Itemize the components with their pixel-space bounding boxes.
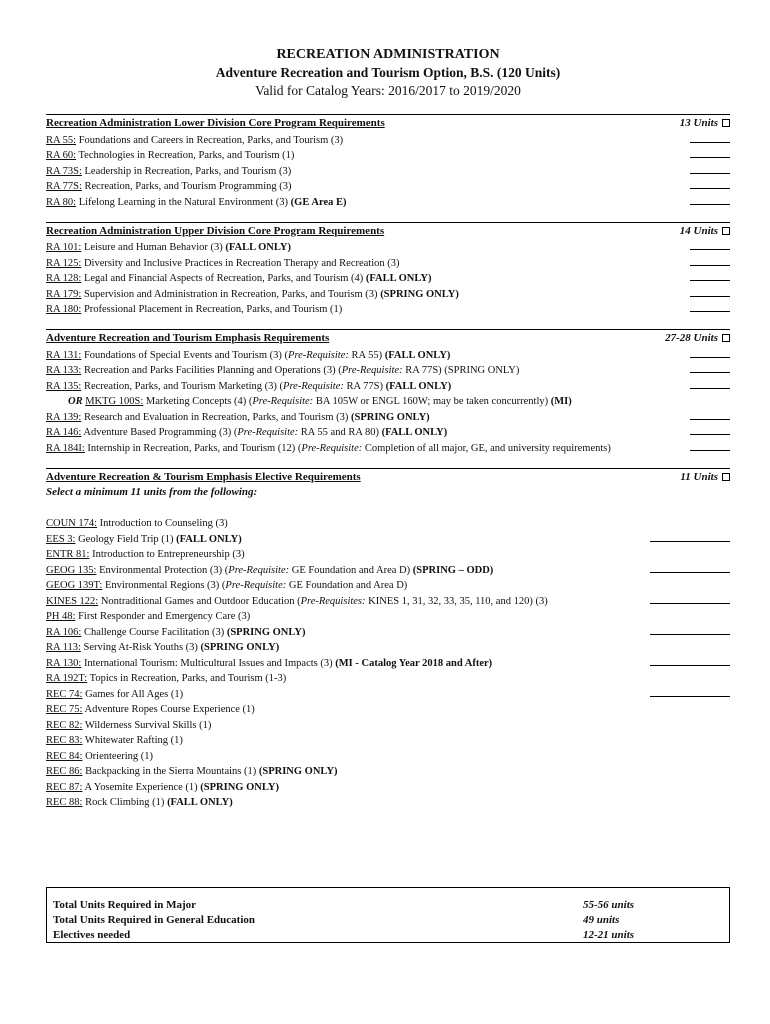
- course-title: Internship in Recreation, Parks, and Tourism (12) (: [84, 442, 302, 454]
- core-section: [46, 222, 730, 316]
- course-code: REC 86:: [46, 766, 83, 777]
- checkbox-icon[interactable]: [722, 473, 730, 481]
- course-title: Foundations of Special Events and Tourism (3) (: [81, 349, 289, 361]
- course-title: Technologies in Recreation, Parks, and Tourism (1): [76, 150, 295, 161]
- totals-row: [53, 929, 723, 944]
- completion-blank[interactable]: [690, 265, 730, 266]
- completion-blank[interactable]: [690, 450, 730, 451]
- completion-blank[interactable]: [690, 296, 730, 297]
- course-code: EES 3:: [46, 533, 76, 545]
- course-code: RA 133:: [46, 365, 82, 376]
- course-text: [46, 751, 153, 762]
- course-title: A Yosemite Experience (1): [82, 781, 201, 793]
- section-title: Adventure Recreation and Tourism Emphasis Requirements: [46, 332, 330, 344]
- totals-label: Total Units Required in General Education: [53, 914, 256, 926]
- course-row: [46, 746, 730, 762]
- course-row: [46, 345, 730, 361]
- course-row: [46, 514, 730, 530]
- document-header: [46, 46, 730, 100]
- course-note: (GE Area E): [290, 196, 347, 208]
- course-title: Adventure Ropes Course Experience (1): [82, 704, 255, 715]
- checkbox-icon[interactable]: [722, 119, 730, 127]
- section-title: Recreation Administration Upper Division Core Program Requirements: [46, 224, 385, 237]
- core-section: [46, 114, 730, 208]
- course-text: [46, 350, 450, 361]
- course-code: REC 82:: [46, 719, 83, 731]
- course-code: RA 60:: [46, 150, 77, 161]
- elective-instruction: Select a minimum 11 units from the following:: [46, 485, 258, 498]
- course-text: [46, 642, 279, 653]
- prerequisite-label: Pre-Requisites:: [300, 595, 366, 607]
- course-title: Introduction to Counseling (3): [97, 518, 228, 529]
- course-note: (MI): [550, 396, 572, 407]
- section-header: [46, 329, 730, 345]
- course-code: RA 130:: [46, 657, 82, 669]
- course-row: [46, 777, 730, 793]
- course-text: [46, 782, 279, 793]
- course-text: [46, 365, 519, 376]
- course-title: First Responder and Emergency Care (3): [75, 611, 251, 622]
- course-text: [46, 443, 611, 454]
- totals-value: 12-21 units: [583, 929, 635, 941]
- course-detail: GE Foundation and Area D): [289, 564, 413, 576]
- course-text: [46, 150, 294, 161]
- completion-blank[interactable]: [690, 419, 730, 420]
- course-text: [46, 304, 342, 315]
- course-text: [46, 549, 245, 560]
- course-title: International Tourism: Multicultural Issues and Impacts (3): [81, 657, 336, 669]
- course-code: RA 146:: [46, 427, 82, 438]
- completion-blank[interactable]: [690, 280, 730, 281]
- course-title: Orienteering (1): [82, 750, 154, 762]
- course-code: KINES 122:: [46, 595, 99, 607]
- course-title: Wilderness Survival Skills (1): [82, 719, 212, 731]
- course-detail: Completion of all major, GE, and university requirements): [362, 442, 611, 454]
- course-text: [46, 797, 233, 808]
- course-title: Environmental Protection (3) (: [96, 564, 229, 576]
- course-row: [46, 253, 730, 269]
- completion-blank[interactable]: [690, 142, 730, 143]
- course-text: [46, 181, 292, 192]
- course-note: (SPRING ONLY): [200, 642, 280, 653]
- course-title: Adventure Based Programming (3) (: [81, 427, 238, 438]
- course-title: Foundations and Careers in Recreation, Parks, and Tourism (3): [76, 134, 344, 146]
- course-row: [46, 700, 730, 716]
- course-title: Serving At-Risk Youths (3): [80, 642, 201, 653]
- course-note: (FALL ONLY): [384, 349, 451, 361]
- totals-row: [53, 899, 723, 914]
- completion-blank[interactable]: [650, 634, 730, 635]
- checkbox-icon[interactable]: [722, 334, 730, 342]
- prerequisite-label: Pre-Requisite:: [228, 564, 290, 576]
- course-title: Diversity and Inclusive Practices in Recreation Therapy and Recreation (3): [81, 257, 400, 269]
- course-row: [46, 653, 730, 669]
- course-note: (MI - Catalog Year 2018 and After): [335, 657, 493, 669]
- course-text: [46, 735, 183, 746]
- course-note: (SPRING – ODD): [412, 564, 494, 576]
- completion-blank[interactable]: [690, 372, 730, 373]
- completion-blank[interactable]: [690, 388, 730, 389]
- course-text: [46, 166, 291, 177]
- totals-label: Total Units Required in Major: [53, 899, 197, 911]
- course-code: RA 101:: [46, 242, 82, 253]
- catalog-years: Valid for Catalog Years: 2016/2017 to 2019/2020: [255, 83, 521, 98]
- course-title: Leadership in Recreation, Parks, and Tourism (3): [81, 165, 292, 177]
- course-row: [46, 192, 730, 208]
- course-code: REC 88:: [46, 797, 83, 808]
- section-units: 27-28 Units: [665, 332, 730, 344]
- completion-blank[interactable]: [650, 603, 730, 604]
- course-note: (FALL ONLY): [225, 242, 291, 253]
- course-title: Introduction to Entrepreneurship (3): [89, 549, 245, 560]
- emphasis-section: [46, 329, 730, 454]
- course-row: [46, 423, 730, 439]
- course-text: [46, 689, 183, 700]
- course-title: Legal and Financial Aspects of Recreation, Parks, and Tourism (4): [81, 273, 366, 284]
- prerequisite-label: Pre-Requisite:: [288, 349, 349, 361]
- course-text: [46, 766, 338, 777]
- course-title: Leisure and Human Behavior (3): [81, 242, 226, 253]
- prerequisite-label: Pre-Requisite:: [341, 365, 403, 376]
- course-note: (FALL ONLY): [365, 273, 432, 284]
- course-title: Research and Evaluation in Recreation, Parks, and Tourism (3): [81, 411, 351, 423]
- course-text: [46, 381, 451, 392]
- units-label: 14 Units: [679, 224, 718, 237]
- course-text: [46, 580, 407, 591]
- completion-blank[interactable]: [690, 311, 730, 312]
- course-title: Supervision and Administration in Recreation, Parks, and Tourism (3): [81, 288, 381, 300]
- course-code: RA 106:: [46, 626, 82, 638]
- course-code: REC 74:: [46, 688, 83, 700]
- course-title: Games for All Ages (1): [82, 688, 184, 700]
- course-row: [46, 793, 730, 809]
- course-row: [46, 438, 730, 454]
- course-detail: KINES 1, 31, 32, 33, 35, 110, and 120) (3): [365, 595, 548, 607]
- worksheet-page: [46, 46, 730, 808]
- course-title: Backpacking in the Sierra Mountains (1): [82, 766, 259, 777]
- course-note: (FALL ONLY): [176, 533, 242, 545]
- section-units: 11 Units: [680, 471, 730, 483]
- course-detail: BA 105W or ENGL 160W; may be taken concurrently): [313, 396, 551, 407]
- course-row: [46, 684, 730, 700]
- prerequisite-label: Pre-Requisite:: [283, 380, 344, 392]
- section-units: [680, 225, 730, 237]
- course-text: [46, 258, 400, 269]
- course-row: [46, 591, 730, 607]
- course-text: [46, 289, 459, 300]
- course-text: [46, 534, 242, 545]
- course-note: (SPRING ONLY): [226, 626, 306, 638]
- course-note: (SPRING ONLY): [258, 766, 338, 777]
- course-code: COUN 174:: [46, 518, 98, 529]
- course-row: [46, 638, 730, 654]
- course-code: RA 131:: [46, 349, 82, 361]
- course-detail: RA 77S) (SPRING ONLY): [402, 365, 520, 376]
- course-row: [46, 238, 730, 254]
- completion-blank[interactable]: [690, 249, 730, 250]
- course-code: GEOG 135:: [46, 564, 97, 576]
- course-row: [46, 669, 730, 685]
- course-title: Topics in Recreation, Parks, and Tourism (1-3): [87, 673, 287, 684]
- course-code: MKTG 100S:: [85, 396, 144, 407]
- course-row: [46, 376, 730, 392]
- course-detail: RA 77S): [343, 380, 386, 392]
- course-row: [46, 392, 730, 408]
- document-title: RECREATION ADMINISTRATION: [276, 47, 500, 62]
- course-row: [46, 300, 730, 316]
- course-code: RA 184I:: [46, 442, 85, 454]
- course-detail: RA 55 and RA 80): [298, 427, 382, 438]
- course-title: Lifelong Learning in the Natural Environment (3): [76, 196, 291, 208]
- course-text: [46, 565, 493, 576]
- course-title: Challenge Course Facilitation (3): [81, 626, 227, 638]
- course-code: REC 87:: [46, 781, 83, 793]
- course-row: [46, 529, 730, 545]
- course-text: [46, 427, 447, 438]
- course-row: [46, 361, 730, 377]
- course-code: RA 179:: [46, 288, 82, 300]
- course-row: [46, 146, 730, 162]
- course-title: Whitewater Rafting (1): [82, 735, 183, 746]
- course-detail: RA 55): [348, 349, 385, 361]
- course-row: [46, 407, 730, 423]
- course-code: REC 83:: [46, 735, 83, 746]
- course-code: GEOG 139T:: [46, 580, 103, 591]
- course-row: [46, 130, 730, 146]
- course-code: RA 113:: [46, 642, 81, 653]
- course-row: [46, 715, 730, 731]
- completion-blank[interactable]: [690, 204, 730, 205]
- course-code: PH 48:: [46, 611, 76, 622]
- course-note: (SPRING ONLY): [350, 411, 430, 423]
- course-text: [46, 704, 255, 715]
- course-code: RA 192T:: [46, 673, 88, 684]
- course-text: [46, 396, 572, 407]
- course-code: RA 80:: [46, 196, 77, 208]
- totals-box: [46, 887, 730, 943]
- course-row: [46, 607, 730, 623]
- course-text: [46, 596, 548, 607]
- course-code: RA 55:: [46, 134, 77, 146]
- course-text: [46, 135, 343, 146]
- course-code: REC 75:: [46, 704, 83, 715]
- course-code: RA 135:: [46, 380, 82, 392]
- completion-blank[interactable]: [690, 188, 730, 189]
- course-title: Nontraditional Games and Outdoor Education (: [98, 595, 301, 607]
- section-header: [46, 114, 730, 130]
- section-header: [46, 222, 730, 238]
- course-title: Professional Placement in Recreation, Parks, and Tourism (1): [81, 304, 343, 315]
- totals-value: 49 units: [583, 914, 620, 926]
- course-title: Recreation, Parks, and Tourism Marketing (3) (: [81, 380, 284, 392]
- course-row: [46, 269, 730, 285]
- prerequisite-label: Pre-Requisite:: [225, 580, 287, 591]
- course-row: [46, 560, 730, 576]
- totals-row: [53, 914, 723, 929]
- prerequisite-label: Pre-Requisite:: [237, 427, 299, 438]
- course-title: Recreation, Parks, and Tourism Programming (3): [81, 181, 292, 192]
- course-code: RA 125:: [46, 257, 82, 269]
- prerequisite-label: Pre-Requisite:: [252, 396, 314, 407]
- completion-blank[interactable]: [650, 665, 730, 666]
- course-row: [46, 161, 730, 177]
- course-code: RA 128:: [46, 273, 82, 284]
- units-label: 13 Units: [679, 117, 718, 129]
- completion-blank[interactable]: [650, 696, 730, 697]
- course-text: [46, 412, 430, 423]
- course-title: Rock Climbing (1): [82, 797, 168, 808]
- course-code: RA 139:: [46, 411, 82, 423]
- course-text: [46, 673, 286, 684]
- course-title: Recreation and Parks Facilities Planning and Operations (3) (: [81, 365, 342, 376]
- completion-blank[interactable]: [690, 157, 730, 158]
- course-text: [46, 658, 492, 669]
- section-units: [680, 117, 730, 129]
- course-detail: GE Foundation and Area D): [286, 580, 408, 591]
- program-subtitle: Adventure Recreation and Tourism Option, B.S. (120 Units): [215, 65, 561, 80]
- section-title: Recreation Administration Lower Division Core Program Requirements: [46, 117, 385, 129]
- course-title: Marketing Concepts (4) (: [143, 396, 253, 407]
- completion-blank[interactable]: [650, 572, 730, 573]
- course-title: Geology Field Trip (1): [75, 533, 177, 545]
- elective-section: [46, 468, 730, 809]
- section-title: Adventure Recreation & Tourism Emphasis Elective Requirements: [46, 470, 361, 483]
- totals-label: Electives needed: [53, 929, 131, 941]
- course-note: (FALL ONLY): [381, 427, 448, 438]
- course-note: (FALL ONLY): [167, 797, 233, 808]
- course-title: Environmental Regions (3) (: [102, 580, 226, 591]
- course-row: [46, 177, 730, 193]
- or-label: OR: [68, 396, 83, 407]
- course-row: [46, 284, 730, 300]
- course-text: [46, 720, 211, 731]
- course-code: ENTR 81:: [46, 549, 90, 560]
- completion-blank[interactable]: [690, 434, 730, 435]
- course-note: (SPRING ONLY): [200, 781, 279, 793]
- course-row: [46, 731, 730, 747]
- course-text: [46, 273, 432, 284]
- course-text: [46, 197, 346, 208]
- course-text: [46, 242, 291, 253]
- course-code: RA 73S:: [46, 165, 82, 177]
- course-text: [46, 611, 250, 622]
- course-note: (FALL ONLY): [385, 380, 452, 392]
- completion-blank[interactable]: [690, 173, 730, 174]
- course-code: REC 84:: [46, 750, 83, 762]
- course-text: [46, 518, 228, 529]
- section-header: [46, 468, 730, 484]
- course-row: [46, 762, 730, 778]
- totals-value: 55-56 units: [583, 899, 635, 911]
- course-text: [46, 627, 306, 638]
- course-row: [46, 545, 730, 561]
- prerequisite-label: Pre-Requisite:: [301, 442, 363, 454]
- course-note: (SPRING ONLY): [380, 288, 459, 300]
- completion-blank[interactable]: [650, 541, 730, 542]
- course-row: [46, 576, 730, 592]
- course-row: [46, 622, 730, 638]
- course-code: RA 180:: [46, 304, 82, 315]
- course-code: RA 77S:: [46, 181, 82, 192]
- completion-blank[interactable]: [690, 357, 730, 358]
- checkbox-icon[interactable]: [722, 227, 730, 235]
